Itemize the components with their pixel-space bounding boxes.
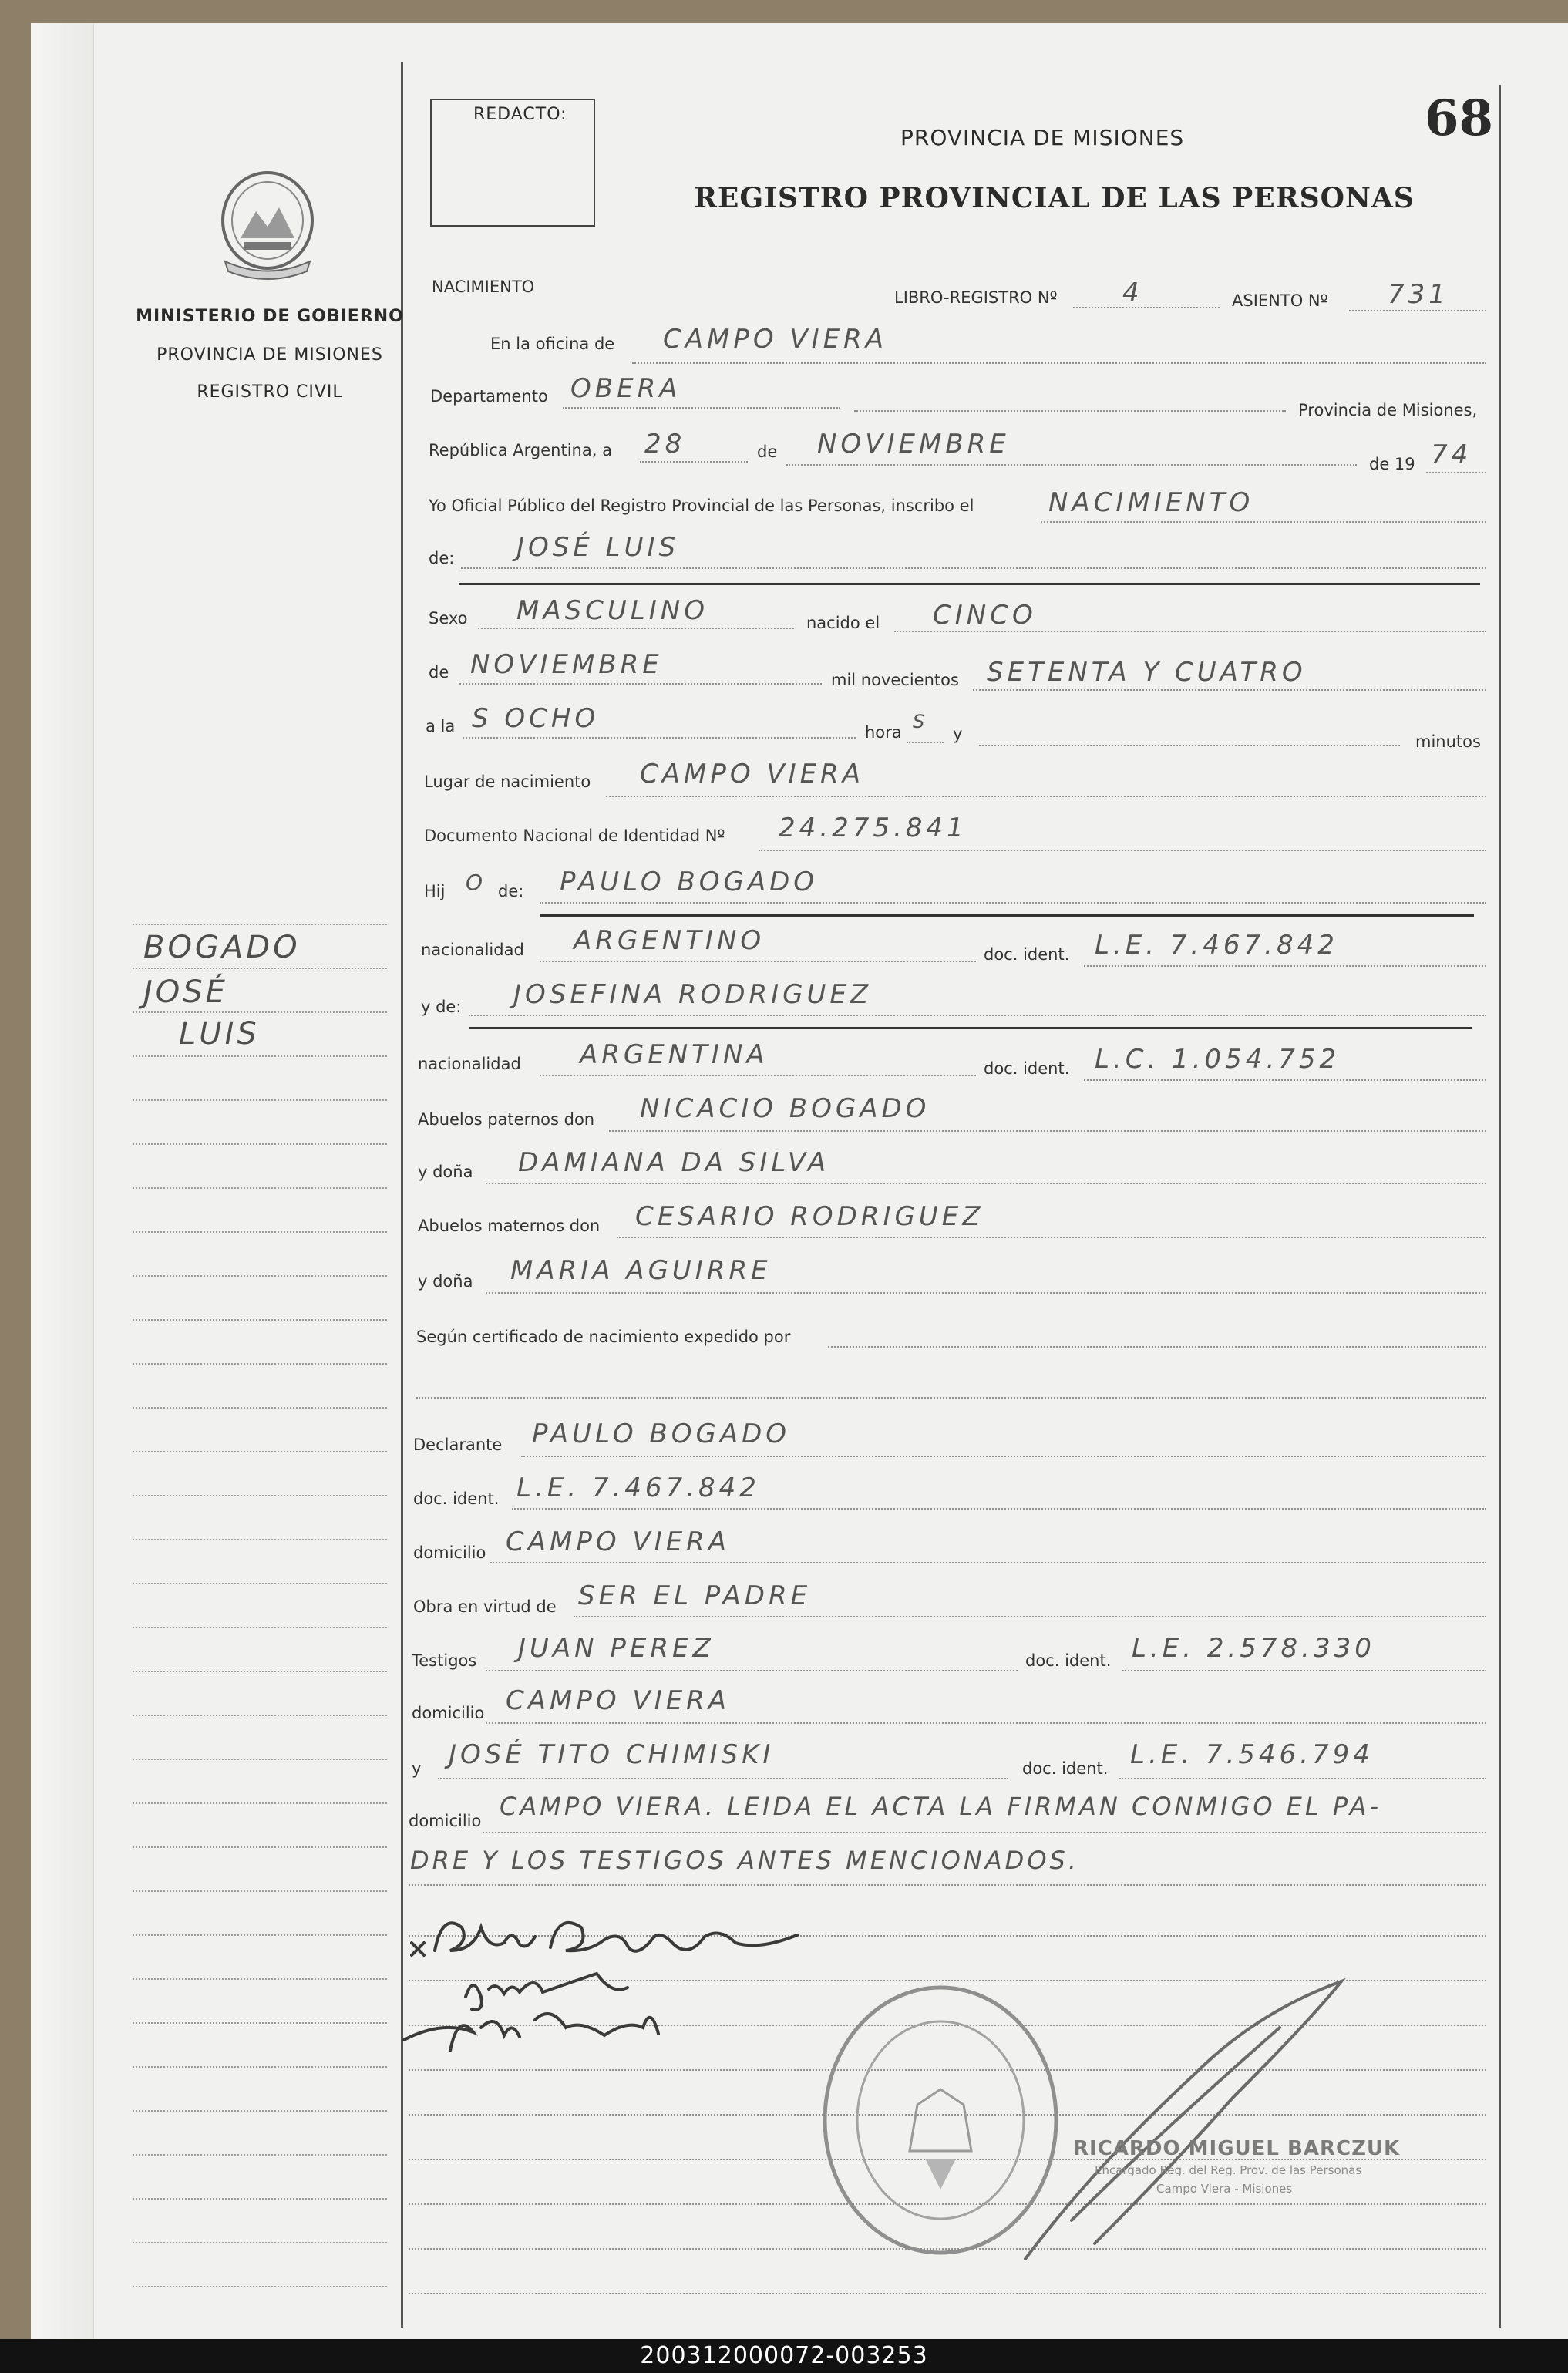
margin-ruled-line — [133, 1495, 387, 1496]
doc1-label: doc. ident. — [984, 945, 1070, 964]
departamento-line-2 — [854, 410, 1286, 412]
margin-name-2: LUIS — [179, 1016, 260, 1052]
page-number: 68 — [1425, 89, 1494, 147]
doc1-line — [1084, 965, 1486, 967]
dia-value: 28 — [644, 429, 686, 459]
lugar-line — [606, 796, 1486, 797]
ydona1-value: DAMIANA DA SILVA — [518, 1147, 830, 1178]
signature-ruled-line — [409, 2293, 1486, 2294]
right-border — [1499, 85, 1501, 2328]
lugar-label: Lugar de nacimiento — [424, 772, 591, 791]
left-province: PROVINCIA DE MISIONES — [156, 345, 383, 365]
oficial-value: NACIMIENTO — [1048, 487, 1254, 518]
ala-label: a la — [426, 717, 456, 735]
nacido-line — [894, 631, 1486, 632]
hijo-label: Hij — [424, 882, 446, 900]
ala-line — [463, 737, 856, 739]
margin-ruled-line — [133, 1715, 387, 1716]
dia-line — [640, 461, 748, 463]
margin-ruled-line — [133, 1539, 387, 1540]
nac1-label: nacionalidad — [421, 941, 524, 959]
yde-label: y de: — [421, 998, 462, 1016]
margin-ruled-line — [133, 2286, 387, 2287]
oficina-label: En la oficina de — [490, 335, 615, 353]
margin-ruled-line — [133, 1846, 387, 1848]
ab-mat-line — [617, 1237, 1486, 1238]
stamp-office: Campo Viera - Misiones — [1156, 2182, 1293, 2196]
departamento-value: OBERA — [570, 373, 681, 404]
t2-dom-label: domicilio — [409, 1812, 482, 1830]
t1-doc-label: doc. ident. — [1025, 1651, 1112, 1670]
provincial-seal-icon — [210, 165, 325, 281]
oficial-line — [1041, 521, 1486, 523]
margin-ruled-line — [133, 2198, 387, 2200]
sexo-line — [478, 628, 794, 629]
dni-label: Documento Nacional de Identidad Nº — [424, 826, 725, 845]
hora-line — [907, 742, 944, 743]
libro-value: 4 — [1122, 278, 1143, 308]
testigo1-line — [486, 1670, 1018, 1671]
margin-ruled-line — [133, 1978, 387, 1980]
nac2-value: ARGENTINA — [580, 1039, 769, 1070]
departamento-label: Departamento — [430, 387, 548, 406]
dni-value: 24.275.841 — [779, 813, 967, 843]
domicilio-label: domicilio — [413, 1543, 486, 1562]
oficial-label: Yo Oficial Público del Registro Provincial de las Personas, inscribo el — [429, 496, 974, 515]
ab-pat-label: Abuelos paternos don — [418, 1110, 595, 1129]
mil-line — [973, 689, 1486, 691]
margin-ruled-line — [133, 1319, 387, 1321]
padre-value: PAULO BOGADO — [560, 867, 819, 897]
margin-ruled-line — [133, 2242, 387, 2243]
de-label: de — [757, 443, 778, 461]
t1-doc-value: L.E. 2.578.330 — [1132, 1633, 1375, 1664]
margin-ruled-line — [133, 1275, 387, 1277]
margin-ruled-line — [133, 1143, 387, 1145]
margin-ruled-line — [133, 2154, 387, 2156]
margin-ruled-line — [133, 1407, 387, 1409]
doc2-line — [1084, 1079, 1486, 1081]
nombre-label: de: — [429, 549, 455, 567]
ab-pat-value: NICACIO BOGADO — [640, 1093, 930, 1124]
margin-ruled-line — [133, 1451, 387, 1452]
margin-ruled-line — [133, 1627, 387, 1628]
anio-line — [1426, 472, 1486, 473]
padre-line — [540, 902, 1486, 904]
decl-doc-line — [512, 1508, 1486, 1510]
domicilio-value: CAMPO VIERA — [506, 1526, 731, 1557]
margin-ruled-line — [133, 1583, 387, 1584]
declarante-line — [521, 1456, 1486, 1457]
sexo-value: MASCULINO — [516, 595, 708, 626]
left-registry: REGISTRO CIVIL — [197, 382, 343, 402]
t2-dom-value: CAMPO VIERA. LEIDA EL ACTA LA FIRMAN CONMIGO EL PA- — [500, 1792, 1382, 1821]
oficina-line — [632, 362, 1486, 364]
t1-dom-label: domicilio — [412, 1704, 485, 1722]
nombre-value: JOSÉ LUIS — [516, 532, 680, 563]
t1-doc-line — [1122, 1670, 1486, 1671]
de-mes-value: NOVIEMBRE — [470, 649, 663, 680]
testigo2-line — [438, 1778, 1008, 1779]
mil-label: mil novecientos — [831, 671, 959, 689]
margin-ruled-line — [133, 1759, 387, 1760]
margin-ruled-line — [133, 1890, 387, 1892]
y-t2-label: y — [412, 1759, 422, 1778]
provincia-suffix: Provincia de Misiones, — [1298, 401, 1478, 419]
madre-rule — [469, 1027, 1472, 1029]
domicilio-line — [490, 1562, 1486, 1563]
anio-label: de 19 — [1369, 455, 1415, 473]
madre-value: JOSEFINA RODRIGUEZ — [513, 979, 873, 1010]
declarante-label: Declarante — [413, 1436, 503, 1454]
segun-line-2 — [416, 1397, 1486, 1399]
mil-value: SETENTA Y CUATRO — [987, 657, 1307, 688]
hijo-value: O — [466, 870, 487, 895]
ministry-title: MINISTERIO DE GOBIERNO — [136, 307, 404, 326]
hijo-de-label: de: — [498, 882, 524, 900]
mes-line — [786, 464, 1357, 466]
official-signature-image — [1002, 1966, 1357, 2290]
margin-surname: BOGADO — [143, 930, 301, 965]
ab-pat-line — [609, 1130, 1486, 1132]
obra-label: Obra en virtud de — [413, 1597, 557, 1616]
decl-doc-value: L.E. 7.467.842 — [516, 1473, 760, 1503]
libro-line — [1073, 307, 1220, 308]
margin-ruled-line — [133, 924, 387, 925]
closing-line — [409, 1884, 1486, 1886]
t2-doc-label: doc. ident. — [1022, 1759, 1109, 1778]
anio-value: 74 — [1431, 439, 1472, 470]
mes-value: NOVIEMBRE — [817, 429, 1010, 459]
t1-dom-line — [486, 1722, 1486, 1724]
testigos-label: Testigos — [412, 1651, 477, 1670]
ydona1-label: y doña — [418, 1163, 473, 1181]
ydona2-value: MARIA AGUIRRE — [510, 1255, 772, 1286]
nac2-label: nacionalidad — [418, 1055, 521, 1073]
redacto-label: REDACTO: — [473, 105, 567, 124]
ab-mat-label: Abuelos maternos don — [418, 1217, 601, 1235]
segun-line — [828, 1346, 1486, 1348]
minutos-line — [979, 745, 1400, 746]
margin-name-1: JOSÉ — [143, 974, 228, 1010]
testigo1-value: JUAN PEREZ — [518, 1633, 715, 1664]
y-label: y — [953, 725, 963, 743]
closing-text: DRE Y LOS TESTIGOS ANTES MENCIONADOS. — [410, 1846, 1079, 1875]
segun-label: Según certificado de nacimiento expedido por — [416, 1328, 791, 1346]
t2-dom-line — [483, 1832, 1486, 1833]
ydona2-label: y doña — [418, 1272, 473, 1291]
declarante-value: PAULO BOGADO — [532, 1419, 791, 1449]
dni-line — [759, 850, 1486, 851]
registry-title: REGISTRO PROVINCIAL DE LAS PERSONAS — [694, 182, 1415, 214]
asiento-label: ASIENTO Nº — [1232, 291, 1328, 310]
margin-ruled-line — [133, 1011, 387, 1013]
doc1-value: L.E. 7.467.842 — [1095, 930, 1338, 961]
sexo-label: Sexo — [429, 609, 468, 628]
nombre-rule — [459, 583, 1480, 585]
madre-line — [469, 1015, 1486, 1016]
stamp-officer-name: RICARDO MIGUEL BARCZUK — [1073, 2137, 1401, 2160]
margin-ruled-line — [133, 1363, 387, 1365]
hora-label: hora — [865, 723, 902, 742]
minutos-label: minutos — [1415, 732, 1481, 751]
ala-value: S OCHO — [472, 703, 600, 734]
t2-doc-line — [1119, 1778, 1486, 1779]
margin-ruled-line — [133, 1934, 387, 1936]
obra-value: SER EL PADRE — [578, 1580, 812, 1611]
de-mes-line — [459, 683, 822, 685]
testigo2-value: JOSÉ TITO CHIMISKI — [449, 1739, 775, 1770]
libro-label: LIBRO-REGISTRO Nº — [894, 288, 1058, 307]
de-mes-label: de — [429, 663, 449, 682]
margin-ruled-line — [133, 2022, 387, 2024]
margin-ruled-line — [133, 1187, 387, 1189]
decl-doc-label: doc. ident. — [413, 1489, 500, 1508]
padre-rule — [540, 914, 1474, 917]
ydona1-line — [486, 1183, 1486, 1184]
scan-id-bar — [0, 2339, 1568, 2373]
nac1-value: ARGENTINO — [574, 925, 765, 956]
doc2-value: L.C. 1.054.752 — [1095, 1044, 1341, 1075]
margin-ruled-line — [133, 1231, 387, 1233]
nac1-line — [540, 961, 976, 962]
republica-label: República Argentina, a — [429, 441, 612, 459]
t1-dom-value: CAMPO VIERA — [506, 1685, 731, 1716]
margin-ruled-line — [133, 1099, 387, 1101]
margin-ruled-line — [133, 2066, 387, 2068]
margin-ruled-line — [133, 968, 387, 969]
province-title: PROVINCIA DE MISIONES — [900, 125, 1185, 150]
hora-value: S — [913, 711, 929, 732]
scan-id: 200312000072-003253 — [640, 2342, 928, 2369]
obra-line — [574, 1616, 1486, 1617]
margin-ruled-line — [133, 1055, 387, 1057]
asiento-value: 731 — [1388, 279, 1449, 310]
margin-ruled-line — [133, 1671, 387, 1672]
nacido-value: CINCO — [933, 600, 1037, 631]
nombre-line — [461, 567, 1486, 569]
doc2-label: doc. ident. — [984, 1059, 1070, 1078]
asiento-line — [1349, 310, 1486, 311]
oficina-value: CAMPO VIERA — [663, 324, 888, 355]
nacimiento-heading: NACIMIENTO — [432, 278, 535, 296]
lugar-value: CAMPO VIERA — [640, 759, 865, 789]
nacido-label: nacido el — [806, 614, 880, 632]
margin-ruled-line — [133, 1802, 387, 1804]
stamp-officer-title: Encargado Reg. del Reg. Prov. de las Personas — [1095, 2163, 1362, 2177]
margin-ruled-line — [133, 2110, 387, 2112]
ydona2-line — [486, 1292, 1486, 1294]
nac2-line — [540, 1075, 976, 1076]
departamento-line — [563, 407, 840, 409]
binding-gutter — [31, 23, 94, 2340]
t2-doc-value: L.E. 7.546.794 — [1130, 1739, 1374, 1770]
ab-mat-value: CESARIO RODRIGUEZ — [635, 1201, 984, 1232]
